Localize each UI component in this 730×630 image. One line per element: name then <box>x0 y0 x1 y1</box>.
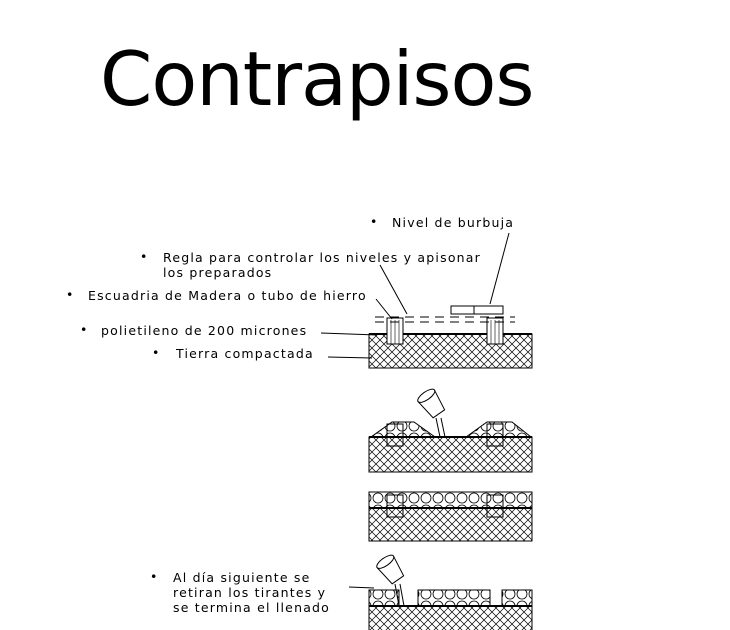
bullet-escuadria: • <box>66 287 75 302</box>
label-final-line-2: retiran los tirantes y <box>173 585 327 600</box>
label-regla-line-1: Regla para controlar los niveles y apisonar <box>163 250 481 265</box>
bullet-nivel: • <box>370 214 379 229</box>
page-title: Contrapisos <box>100 35 534 123</box>
label-nivel-de-burbuja: Nivel de burbuja <box>392 215 515 230</box>
bullet-final: • <box>150 569 159 584</box>
bubble-level <box>451 306 503 314</box>
bullet-regla: • <box>140 249 149 264</box>
pouring-bucket-1 <box>416 387 447 420</box>
label-polietileno: polietileno de 200 micrones <box>101 323 308 338</box>
label-regla-line-2: los preparados <box>163 265 273 280</box>
bullet-polietileno: • <box>80 322 89 337</box>
annotation-labels <box>66 214 514 615</box>
stage-1-setup <box>369 306 532 368</box>
pouring-bucket-2 <box>375 553 406 586</box>
bullet-tierra: • <box>152 345 161 360</box>
label-tierra-compactada: Tierra compactada <box>176 346 314 361</box>
label-final-line-1: Al día siguiente se <box>173 570 311 585</box>
label-final-line-3: se termina el llenado <box>173 600 331 615</box>
stage-3-filled <box>369 492 532 541</box>
stage-4-finishing <box>369 553 532 630</box>
stage-2-pouring <box>369 387 532 472</box>
label-escuadria: Escuadria de Madera o tubo de hierro <box>88 288 367 303</box>
